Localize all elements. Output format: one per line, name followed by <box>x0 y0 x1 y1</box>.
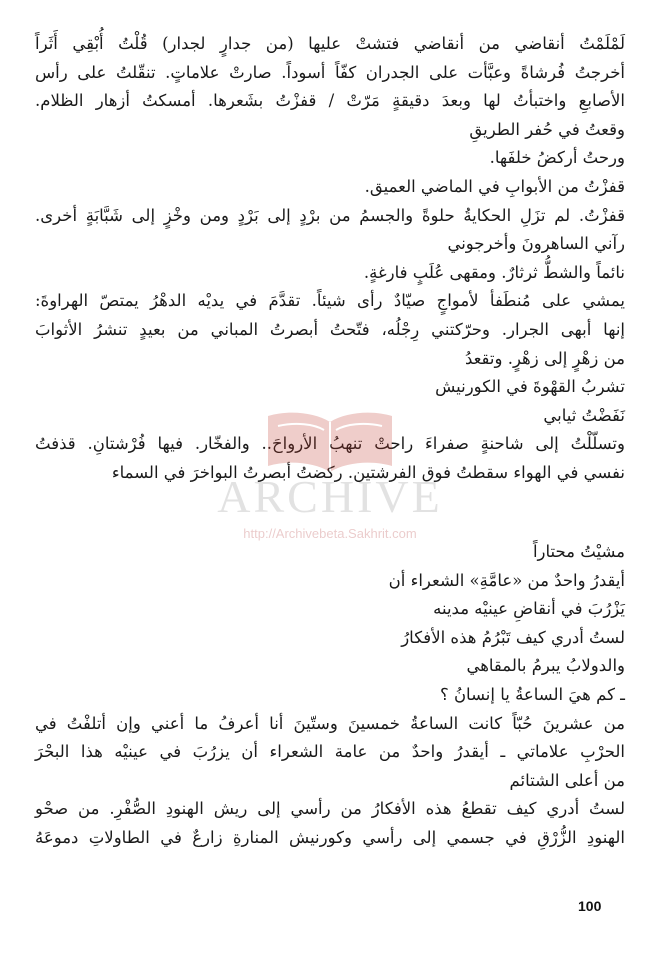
text-line: أيقدرُ واحدٌ من «عامَّةِ» الشعراء أن <box>388 570 625 590</box>
page-number: 100 <box>578 898 602 914</box>
text-line: تشربُ القهْوةَ في الكورنيش <box>435 377 625 397</box>
text-line: من زهْرٍ إلى زهْرٍ. وتقعدُ <box>464 348 625 368</box>
text-line: قفزْتُ من الأبوابِ في الماضي العميق. <box>364 176 625 196</box>
text-line: وتسلّلْتُ إلى شاحنةٍ صفراءَ راحتْ تنهبُ الأرواحَ.. والفخّار. فيها فُرْشتانِ. قذفتُ <box>35 434 625 454</box>
text-section-2 <box>35 538 625 853</box>
text-line: لستُ أدري كيف تقطعُ هذه الأفكارُ من رأسي إلى ريش الهنودِ الصُّفْرِ. من صحْو <box>35 799 625 819</box>
text-line: نائماً والشطُّ ثرثارٌ. ومقهى عُلَبٍ فارغةٍ. <box>363 262 625 282</box>
text-line: الأصابعِ واختبأتُ لها وبعدَ دقيقةٍ مَرّتْ / قفزْتُ بشَعرها. أمسكتُ أزهار الظلام. <box>35 91 625 111</box>
text-line: نفسي في الهواء سقطتُ فوق الفرشتين. ركضتُ أبصرتُ البواخرَ في السماء <box>111 462 625 482</box>
watermark-url: http://Archivebeta.Sakhrit.com <box>243 526 417 541</box>
text-line: والدولابُ يبرمُ بالمقاهي <box>466 656 625 676</box>
text-line: ورحتُ أركضُ خلفَها. <box>489 148 625 168</box>
text-line: لَمْلَمْتُ أنقاضي من أنقاضي فتشتْ عليها (من جدارٍ لجدار) قُلْتُ أُبْقِي أَثَراً <box>35 34 625 53</box>
text-line: من أعلى الشتائم <box>509 770 625 790</box>
text-section-1 <box>35 30 625 488</box>
text-line: ـ كم هيَ الساعةُ يا إنسانُ ؟ <box>439 684 625 704</box>
text-line: مشيْتُ محتاراً <box>532 542 625 561</box>
text-line: قفزْتُ. لم تزَلِ الحكايةُ حلوةً والجسمُ من برْدٍ إلى بَرْدٍ ومن وخْزٍ إلى شَبَّابَةٍ أخرى. <box>35 205 625 225</box>
text-line: يمشي على مُنطَفأ لأمواجٍ صيّادٌ رأى شيئاً. تقدَّمَ في يديْه الدهْرُ يمتصّ الهراوةَ: <box>35 291 625 311</box>
text-line: يَزْرُبَ في أنقاضِ عينيْه مدينه <box>433 599 625 619</box>
text-line: من عشرينَ حُبّاً كانت الساعةُ خمسينَ وستّينَ أنا أعرفُ ما أعني وإن أتلفْتُ في <box>35 713 625 733</box>
text-line: لستُ أدري كيف تَبْرُمُ هذه الأفكارُ <box>401 627 625 647</box>
watermark-title: ARCHIVE <box>217 471 443 522</box>
text-line: رآني الساهرونَ وأخرجوني <box>447 234 625 254</box>
text-line: وقعتُ في حُفر الطريقِ <box>469 119 625 139</box>
text-line: نَفَضْتُ ثيابي <box>543 405 625 425</box>
text-line: الهنودِ الزُّرْقِ في جسمي إلى رأسي وكورنيش المنارةِ زارعٌ في الطاولاتِ دموعَهُ <box>35 827 625 847</box>
text-line: إنها أبهى الجرار. وحرّكتني رِجْلُه، فتّحتُ أبصرتُ المباني من بعيدٍ تنشرُ الأثوابَ <box>35 319 625 339</box>
text-line: أخرجتُ فُرشاةً وعبَّأت على الجدران كفّاً أسوداً. صارتْ علاماتٍ. تنقّلتُ على رأس <box>35 62 625 82</box>
text-line: الحرْبِ علاماتي ـ أيقدرُ واحدٌ من عامة الشعراء أن يزرُبَ في عينيْه هذا البحْرَ <box>35 742 625 762</box>
